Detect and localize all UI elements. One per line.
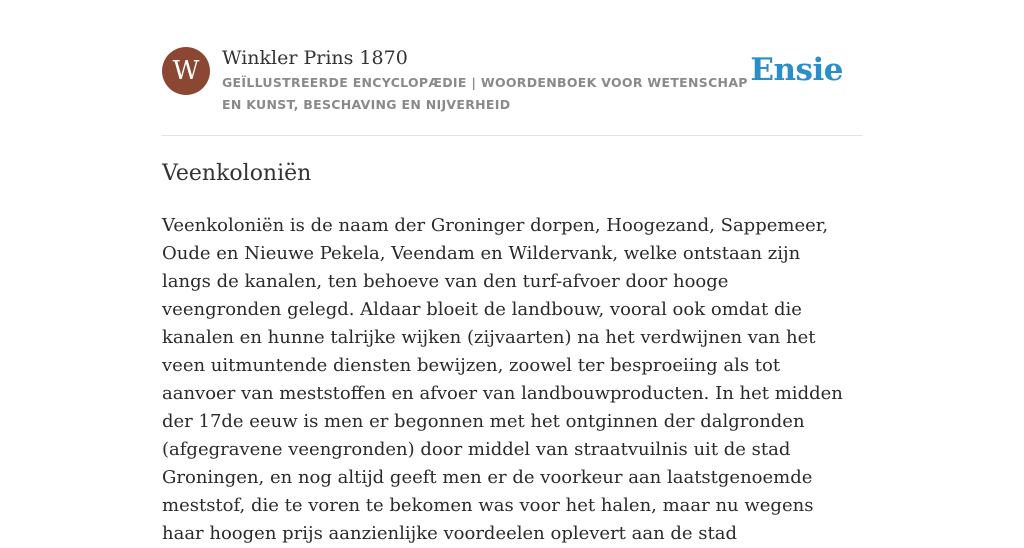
source-subtitle: GEÏLLUSTREERDE ENCYCLOPÆDIE | WOORDENBOEK VOOR WETENSCHAP EN KUNST, BESCHAVING EN NIJVERHEID <box>222 75 748 112</box>
source-avatar[interactable]: W <box>162 47 210 95</box>
source-header <box>162 46 862 118</box>
source-title[interactable]: Winkler Prins 1870 <box>222 47 408 69</box>
header-divider <box>162 135 862 136</box>
entry-title: Veenkoloniën <box>162 161 312 186</box>
ensie-logo[interactable]: Ensie <box>750 52 843 88</box>
entry-body: Veenkoloniën is de naam der Groninger dorpen, Hoogezand, Sappemeer, Oude en Nieuwe Pekela, Veendam en Wildervank, welke ontstaan zijn langs de kanalen, ten behoeve van den turf-afvoer door hooge veengronden gelegd. Aldaar bloeit de landbouw, vooral ook omdat die kanalen en hunne talrijke wijken (zijvaarten) na het verdwijnen van het veen uitmuntende diensten bewijzen, zoowel ter besproeiing als tot aanvoer van meststoffen en afvoer van landbouwproducten. In het midden der 17de eeuw is men er begonnen met het ontginnen der dalgronden (afgegravene veengronden) door middel van straatvuilnis uit de stad Groningen, en nog altijd geeft men er de voorkeur aan laatstgenoemde meststof, die te voren te bekomen was voor het halen, maar nu wegens haar hoogen prijs aanzienlijke voordeelen oplevert aan de stad <box>162 215 843 544</box>
